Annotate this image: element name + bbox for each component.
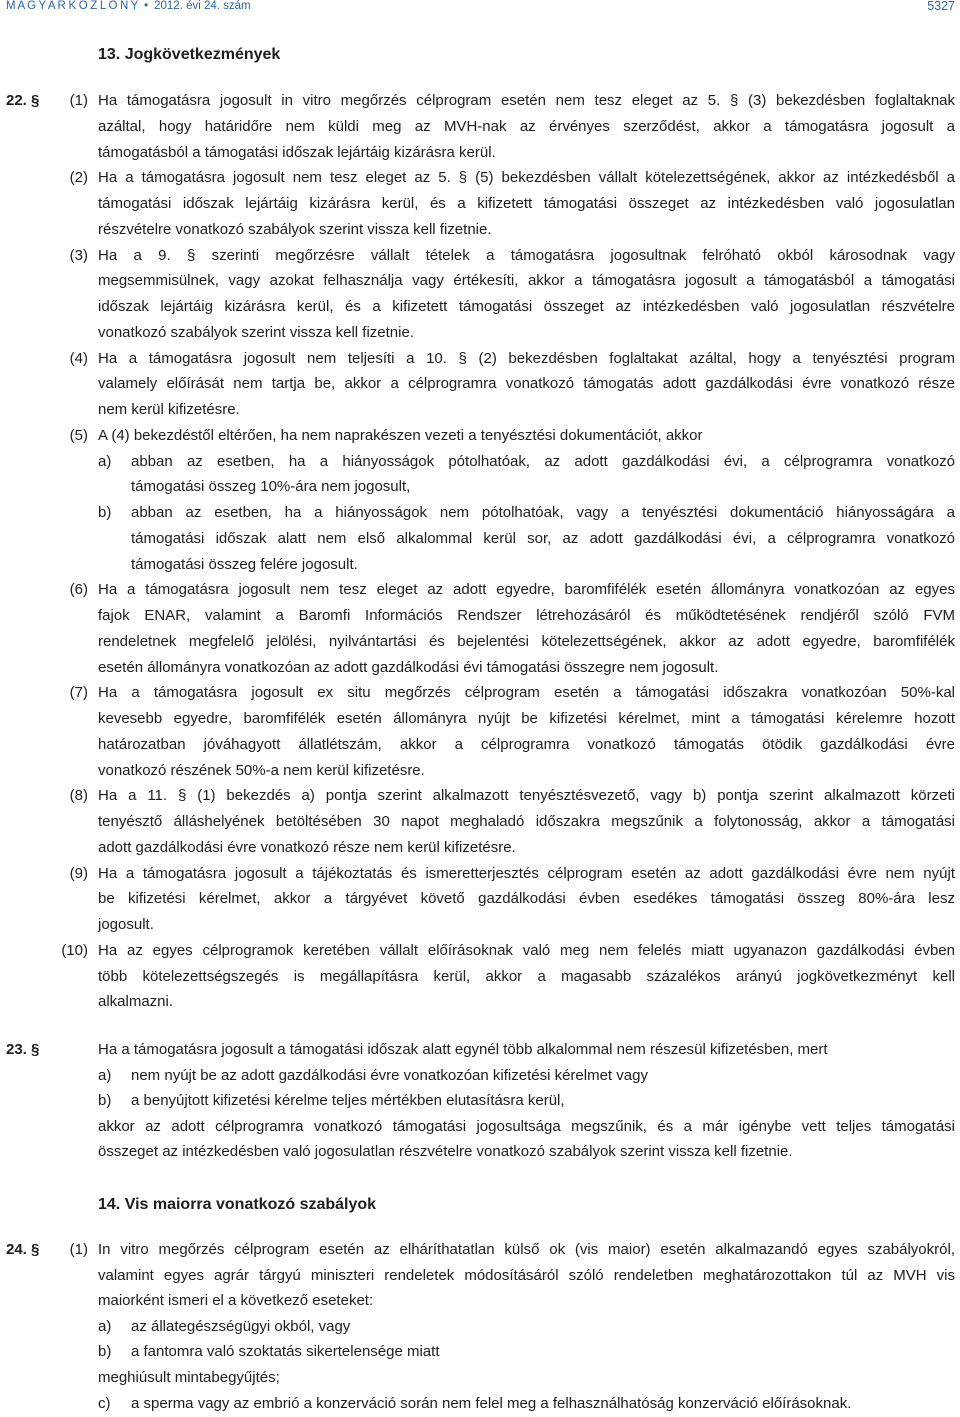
paragraph-text-line: valamint egyes agrár tárgyú miniszteri rendeletek módosításáról szóló rendeletben meghatározottakon túl az MVH vis xyxy=(98,1266,955,1284)
text-line xyxy=(0,474,960,500)
text-line xyxy=(0,577,960,603)
paragraph-text-line: fajok ENAR, valamint a Baromfi Információs Rendszer létrehozásáról és működtetésének rendjéről szóló FVM xyxy=(98,607,955,624)
page-number: 5327 xyxy=(927,0,955,13)
text-line xyxy=(0,629,960,655)
list-item xyxy=(0,500,960,577)
paragraph-text-line: részvételre vonatkozó szabályok szerint vissza kell fizetnie. xyxy=(98,220,492,238)
paragraph-number: (4) xyxy=(69,349,88,367)
paragraph-text-line: adott gazdálkodási évre vonatkozó része nem kerül kifizetésre. xyxy=(98,838,516,856)
paragraph xyxy=(0,861,960,938)
paragraph-text-line: vonatkozó szabályok szerint vissza kell fizetnie. xyxy=(98,323,414,341)
paragraph-text-line: határozatban jóváhagyott állatlétszám, akkor a célprogramra vonatkozó támogatás ötödik gazdálkodási évre xyxy=(98,735,955,753)
paragraph-text-line: azáltal, hogy határidőre nem küldi meg az MVH-nak az érvényes szerződést, akkor a támogatásra jogosult a xyxy=(98,117,955,135)
text-line xyxy=(0,1237,960,1263)
text-line xyxy=(0,886,960,912)
paragraph-text-line: esetén állományra vonatkozóan az adott gazdálkodási évi támogatási összegre nem jogosult. xyxy=(98,658,719,676)
text-line xyxy=(0,346,960,372)
paragraph-text-line: A (4) bekezdéstől eltérően, ha nem naprakészen vezeti a tenyésztési dokumentációt, akkor xyxy=(98,426,703,444)
paragraph-number: (3) xyxy=(69,246,88,264)
paragraph xyxy=(0,423,960,578)
paragraph-number: (2) xyxy=(69,169,88,187)
list-item-text-line: támogatási összeg felére jogosult. xyxy=(131,555,358,573)
text-line xyxy=(0,526,960,552)
paragraph-text-line: tenyésztő álláshelyének betöltésében 30 napot meghaladó időszakra megszűnik a folytonosság, akkor a támogatási xyxy=(98,813,955,830)
paragraph-number: (10) xyxy=(61,941,88,959)
paragraph-text-line: Ha a támogatásra jogosult a tájékoztatás és ismeretterjesztés célprogram esetén az adott gazdálkodási évre nem nyújt xyxy=(98,864,955,882)
paragraph-number: (1) xyxy=(69,92,88,109)
paragraph-number: (5) xyxy=(69,426,88,444)
paragraph-text-line: Ha a támogatásra jogosult a támogatási időszak alatt egynél több alkalommal nem részesül kifizetésben, mert xyxy=(98,1041,828,1058)
text-line xyxy=(0,552,960,578)
text-line xyxy=(0,861,960,887)
paragraph-text-line: rendeletnek megfelelő jelölési, nyilvántartási és bejelentési kötelezettségének, akkor az adott egyedre, baromfifélék xyxy=(98,632,955,650)
paragraph-text-line: alkalmazni. xyxy=(98,993,174,1011)
text-line xyxy=(0,809,960,835)
section-24 xyxy=(0,1237,960,1416)
paragraph-text-line: Ha a támogatásra jogosult nem tesz eleget az 5. § (5) bekezdésben vállalt kötelezettségének, akkor az intézkedésből a xyxy=(98,169,955,187)
paragraph-number: (1) xyxy=(69,1241,88,1258)
text-line xyxy=(0,706,960,732)
text-line xyxy=(0,732,960,758)
text-line xyxy=(0,114,960,140)
text-line xyxy=(0,268,960,294)
section-number: 23. § xyxy=(6,1041,40,1058)
list-item-label: a) xyxy=(98,1066,112,1084)
chapter-heading: 13. Jogkövetkezmények xyxy=(98,46,281,63)
header-separator: • xyxy=(144,0,149,12)
paragraph-text-line: valamely előírását nem tartja be, akkor a célprogramra vonatkozó támogatás adott gazdálkodási évre vonatkozó része xyxy=(98,375,955,393)
text-line xyxy=(0,423,960,449)
text-line xyxy=(0,500,960,526)
paragraph-text-line: időszak lejártáig kizárásra kerül, és a kifizetett támogatási összeget az intézkedésben való jogosulatlan részvételre xyxy=(98,298,955,315)
text-line xyxy=(0,1114,960,1140)
list-item xyxy=(0,449,960,501)
paragraph xyxy=(0,938,960,1015)
paragraph-number: (6) xyxy=(69,581,88,599)
paragraph-number: (8) xyxy=(69,787,88,805)
list-item-text-line: a benyújtott kifizetési kérelme teljes mértékben elutasításra kerül, xyxy=(131,1092,565,1110)
list-item-text-line: a fantomra való szoktatás sikertelensége miatt xyxy=(131,1343,440,1361)
text-line xyxy=(0,294,960,320)
publication-title: M A G Y A R K Ö Z L Ö N Y xyxy=(6,0,139,12)
text-line xyxy=(0,1139,960,1165)
list-item-text-line: támogatási összeg 10%-ára nem jogosult, xyxy=(131,478,411,496)
paragraph-text-line: akkor az adott célprogramra vonatkozó támogatási jogosultsága megszűnik, és a már igénybe vett teljes támogatási xyxy=(98,1117,955,1135)
text-line xyxy=(0,191,960,217)
text-line xyxy=(0,165,960,191)
paragraph-text-line: Ha a támogatásra jogosult nem tesz eleget az adott egyedre, baromfifélék esetén állományra vonatkozóan az egyes xyxy=(98,581,955,599)
list-item xyxy=(0,1088,960,1114)
text-line xyxy=(0,1288,960,1314)
paragraph-text-line: Ha a támogatásra jogosult ex situ megőrzés célprogram esetén a támogatási időszakra vonatkozóan 50%-kal xyxy=(98,684,955,702)
paragraph xyxy=(0,243,960,346)
paragraph-text-line: maiorként ismeri el a következő eseteket: xyxy=(98,1292,374,1310)
text-line xyxy=(0,989,960,1015)
paragraph-text-line: Ha támogatásra jogosult in vitro megőrzés célprogram esetén nem tesz eleget az 5. § (3) bekezdésben foglaltaknak xyxy=(98,92,955,109)
paragraph-text-line: összeget az intézkedésben való jogosulatlan részvételre vonatkozó szabályok szerint vissza kell fizetnie. xyxy=(98,1143,793,1161)
paragraph xyxy=(0,783,960,860)
paragraph-text-line: támogatásból a támogatási időszak lejártáig kizárásra kerül. xyxy=(98,143,496,161)
paragraph-text-line: In vitro megőrzés célprogram esetén az elháríthatatlan külső ok (vis maior) esetén alkalmazandó egyes szabályokról, xyxy=(98,1241,955,1258)
list-item-text-line: az állategészségügyi okból, vagy xyxy=(131,1317,351,1335)
paragraph-text-line: Ha az egyes célprogramok keretében vállalt előírásoknak való meg nem felelés miatt ugyanazon gazdálkodási évben xyxy=(98,941,955,959)
text-line xyxy=(0,1037,960,1063)
paragraph xyxy=(0,680,960,783)
text-line xyxy=(0,243,960,269)
list-item-text-line: abban az esetben, ha a hiányosságok pótolhatóak, az adott gazdálkodási évi, a célprogramra vonatkozó xyxy=(131,452,955,470)
list-item-label: b) xyxy=(98,1092,112,1110)
list-item-text-line: abban az esetben, ha a hiányosságok nem pótolhatóak, vagy a tenyésztési dokumentáció hiányosságára a xyxy=(131,504,955,521)
text-line xyxy=(0,449,960,475)
paragraph-text-line: Ha a támogatásra jogosult nem teljesíti a 10. § (2) bekezdésben foglaltakat azáltal, hogy a tenyésztési program xyxy=(98,349,955,367)
text-line xyxy=(0,1365,960,1391)
list-item xyxy=(0,1063,960,1089)
text-line xyxy=(0,758,960,784)
text-line xyxy=(0,964,960,990)
list-item-label: b) xyxy=(98,1343,112,1361)
section-23 xyxy=(0,1037,960,1165)
paragraph-number: (9) xyxy=(69,864,88,882)
list-item xyxy=(0,1339,960,1365)
section-number: 24. § xyxy=(6,1241,40,1258)
paragraph-text-line: vonatkozó részének 50%-a nem kerül kifizetésre. xyxy=(98,761,425,779)
paragraph-text-line: Ha a 11. § (1) bekezdés a) pontja szerint alkalmazott tenyésztésvezető, vagy b) pontja szerint alkalmazott körzeti xyxy=(98,787,955,805)
text-line xyxy=(0,320,960,346)
paragraph xyxy=(0,346,960,423)
issue-label: 2012. évi 24. szám xyxy=(154,0,251,12)
paragraph-text-line: Ha a 9. § szerinti megőrzésre vállalt tételek a támogatásra jogosultnak felróható okból károsodnak vagy xyxy=(98,246,955,264)
paragraph-text-line: jogosult. xyxy=(98,916,154,933)
text-line xyxy=(0,397,960,423)
chapter-heading: 14. Vis maiorra vonatkozó szabályok xyxy=(98,1196,377,1213)
list-item xyxy=(0,1391,960,1417)
page-header xyxy=(6,0,955,13)
paragraph-text-line: nem kerül kifizetésre. xyxy=(98,401,240,418)
text-line xyxy=(0,1263,960,1289)
paragraph-text-line: megsemmisülnek, vagy azokat felhasználja vagy értékesíti, akkor a támogatásra jogosult a támogatásból a támogatási xyxy=(98,272,955,290)
text-line xyxy=(0,912,960,938)
paragraph-text-line: több kötelezettségszegés is megállapításra kerül, akkor a magasabb százalékos arányú jogkövetkezményt kell xyxy=(98,967,955,985)
paragraph xyxy=(0,88,960,165)
list-item-text-line: támogatási időszak alatt nem első alkalommal kerül sor, az adott gazdálkodási évi, a célprogramra vonatkozó xyxy=(131,529,955,547)
list-item-label: a) xyxy=(98,1317,112,1335)
text-line xyxy=(0,680,960,706)
text-line xyxy=(0,938,960,964)
text-line xyxy=(0,88,960,114)
list-item-label: b) xyxy=(98,504,112,521)
list-item-label: c) xyxy=(98,1394,111,1412)
list-item-label: a) xyxy=(98,452,112,470)
text-line xyxy=(0,783,960,809)
text-line xyxy=(0,655,960,681)
list-item-text-line: nem nyújt be az adott gazdálkodási évre vonatkozóan kifizetési kérelmet vagy xyxy=(131,1066,648,1084)
paragraph-text-line: meghiúsult mintabegyűjtés; xyxy=(98,1368,280,1386)
section-number: 22. § xyxy=(6,92,40,109)
list-item-text-line: a sperma vagy az embrió a konzerváció során nem felel meg a felhasználhatóság konzerváció előírásoknak. xyxy=(131,1394,852,1412)
text-line xyxy=(0,835,960,861)
paragraph-text-line: be kifizetési kérelmet, akkor a tárgyévet követő gazdálkodási évben esedékes támogatási összeg 80%-ára lesz xyxy=(98,890,955,908)
paragraph-number: (7) xyxy=(69,684,88,702)
text-line xyxy=(0,217,960,243)
text-line xyxy=(0,140,960,166)
text-line xyxy=(0,603,960,629)
text-line xyxy=(0,371,960,397)
paragraph xyxy=(0,577,960,680)
section-22 xyxy=(0,88,960,1015)
paragraph-text-line: kevesebb egyedre, baromfifélék esetén állományra nyújt be kifizetési kérelmet, mint a támogatási kérelemre hozott xyxy=(98,710,955,727)
paragraph xyxy=(0,165,960,242)
paragraph-text-line: támogatási időszak lejártáig kizárásra kerül, és a kifizetett támogatási összeget az intézkedésben való jogosulatlan xyxy=(98,195,955,212)
list-item xyxy=(0,1314,960,1340)
